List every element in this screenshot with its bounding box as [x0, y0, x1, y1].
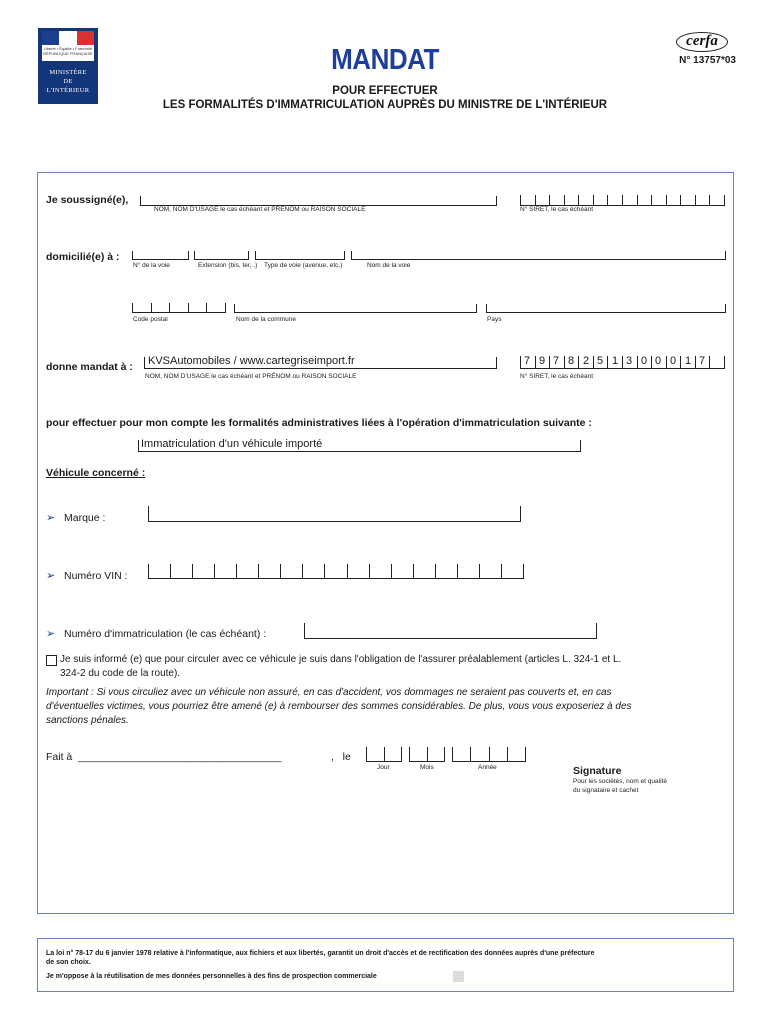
siret-digit: 8: [567, 355, 575, 367]
siret-digit: 1: [611, 355, 619, 367]
siret-digit: 9: [538, 355, 546, 367]
cerfa-logo: cerfa: [676, 32, 728, 52]
street-extension-field[interactable]: [194, 251, 249, 260]
month-field[interactable]: [409, 748, 445, 762]
siret-digit: 3: [625, 355, 633, 367]
assurance-text-line-2: 324-2 du code de la route).: [60, 668, 181, 679]
mandataire-name-field[interactable]: [144, 357, 497, 369]
caption-type: Type de voie (avenue, etc.): [264, 262, 343, 269]
operation-label: pour effectuer pour mon compte les formalités administratives liées à l'opération d'immatriculation suivante :: [46, 417, 592, 429]
siret-digit: 0: [669, 355, 677, 367]
footer-frame: [37, 938, 734, 992]
country-field[interactable]: [486, 304, 726, 313]
mandat-label: donne mandat à :: [46, 361, 133, 373]
important-line-1: Important : Si vous circuliez avec un véhicule non assuré, en cas d'accident, vos dommages ne seraient pas couverts et, en cas: [46, 687, 612, 698]
immat-field[interactable]: [304, 623, 597, 639]
arrow-bullet-icon: ➢: [46, 512, 56, 524]
signature-note-line-2: du signataire et cachet: [573, 787, 639, 794]
mandataire-name-caption: NOM, NOM D'USAGE le cas échéant et PRÉNOM ou RAISON SOCIALE: [145, 373, 357, 380]
arrow-bullet-icon: ➢: [46, 628, 56, 640]
siret-digit: 5: [596, 355, 604, 367]
soussigne-label: Je soussigné(e),: [46, 194, 129, 206]
cnil-line-1: La loi n° 78-17 du 6 janvier 1978 relative à l'informatique, aux fichiers et aux libertés, garantit un droit d'accès et de rectification des données auprès d'une préfecture: [46, 950, 595, 957]
street-number-field[interactable]: [132, 251, 189, 260]
logo-motto: Liberté • Égalité • Fraternité RÉPUBLIQUE FRANÇAISE: [43, 46, 93, 56]
siret-digit: 2: [582, 355, 590, 367]
document-title: MANDAT: [331, 42, 439, 76]
caption-pays: Pays: [487, 316, 502, 323]
mandataire-name-value: KVSAutomobiles / www.cartegriseimport.fr: [148, 355, 355, 367]
street-name-field[interactable]: [351, 251, 726, 260]
year-field[interactable]: [452, 748, 526, 762]
soussigne-siret-caption: N° SIRET, le cas échéant: [520, 206, 594, 213]
soussigne-name-caption: NOM, NOM D'USAGE le cas échéant et PRÉNOM ou RAISON SOCIALE: [154, 206, 366, 213]
le-label: , le: [331, 751, 351, 763]
signature-title: Signature: [573, 765, 622, 777]
siret-digit: 7: [523, 355, 531, 367]
domicile-label: domicilié(e) à :: [46, 251, 120, 263]
vin-label: Numéro VIN :: [64, 570, 128, 582]
postal-code-field[interactable]: [132, 304, 226, 313]
important-line-2: d'éventuelles victimes, vous pourriez être amené (e) à rembourser des sommes considérables. De plus, vous vous exposeriez à des: [46, 701, 632, 712]
important-line-3: sanctions pénales.: [46, 715, 129, 726]
arrow-bullet-icon: ➢: [46, 570, 56, 582]
siret-digit: 7: [552, 355, 560, 367]
marque-field[interactable]: [148, 506, 521, 522]
day-field[interactable]: [366, 748, 402, 762]
immat-label: Numéro d'immatriculation (le cas échéant) :: [64, 628, 267, 640]
marque-label: Marque :: [64, 512, 106, 524]
caption-extension: Extension (bis, ter, .): [198, 262, 258, 269]
jour-caption: Jour: [377, 764, 390, 771]
fait-a-label: Fait à: [46, 751, 73, 763]
siret-digit: 1: [684, 355, 692, 367]
caption-numero: N° de la voie: [133, 262, 170, 269]
siret-digit: 0: [654, 355, 662, 367]
subtitle-line-2: LES FORMALITÉS D'IMMATRICULATION AUPRÈS DU MINISTRE DE L'INTÉRIEUR: [162, 99, 608, 111]
assurance-checkbox[interactable]: [46, 655, 57, 666]
operation-value: Immatriculation d'un véhicule importé: [141, 438, 323, 450]
operation-field[interactable]: [138, 440, 581, 452]
caption-code-postal: Code postal: [133, 316, 168, 323]
subtitle-line-1: POUR EFFECTUER: [332, 85, 438, 97]
opposition-checkbox[interactable]: [453, 971, 464, 982]
cerfa-number: N° 13757*03: [679, 55, 736, 66]
mandataire-siret-field[interactable]: [520, 357, 725, 369]
siret-digit: 7: [698, 355, 706, 367]
vin-field[interactable]: [148, 565, 524, 579]
caption-commune: Nom de la commune: [236, 316, 296, 323]
assurance-text-line-1: Je suis informé (e) que pour circuler avec ce véhicule je suis dans l'obligation de l'assurer préalablement (articles L. 324-1 et L.: [60, 654, 622, 665]
caption-nom-voie: Nom de la voie: [367, 262, 411, 269]
mois-caption: Mois: [420, 764, 434, 771]
siret-digit: 0: [640, 355, 648, 367]
cnil-line-2: de son choix.: [46, 959, 91, 966]
signature-note-line-1: Pour les sociétés, nom et qualité: [573, 778, 667, 785]
mandataire-siret-caption: N° SIRET, le cas échéant: [520, 373, 594, 380]
soussigne-name-field[interactable]: [140, 196, 497, 206]
commune-field[interactable]: [234, 304, 477, 313]
signature-area[interactable]: [565, 800, 725, 900]
vehicule-heading: Véhicule concerné :: [46, 467, 146, 479]
logo-ministry-text: MINISTÈRE DE L'INTÉRIEUR: [46, 69, 90, 94]
soussigne-siret-field[interactable]: [520, 196, 725, 206]
opposition-text: Je m'oppose à la réutilisation de mes données personnelles à des fins de prospection commerciale: [46, 973, 377, 980]
annee-caption: Année: [478, 764, 497, 771]
fait-a-field[interactable]: ______________________________________: [78, 751, 281, 763]
street-type-field[interactable]: [255, 251, 345, 260]
